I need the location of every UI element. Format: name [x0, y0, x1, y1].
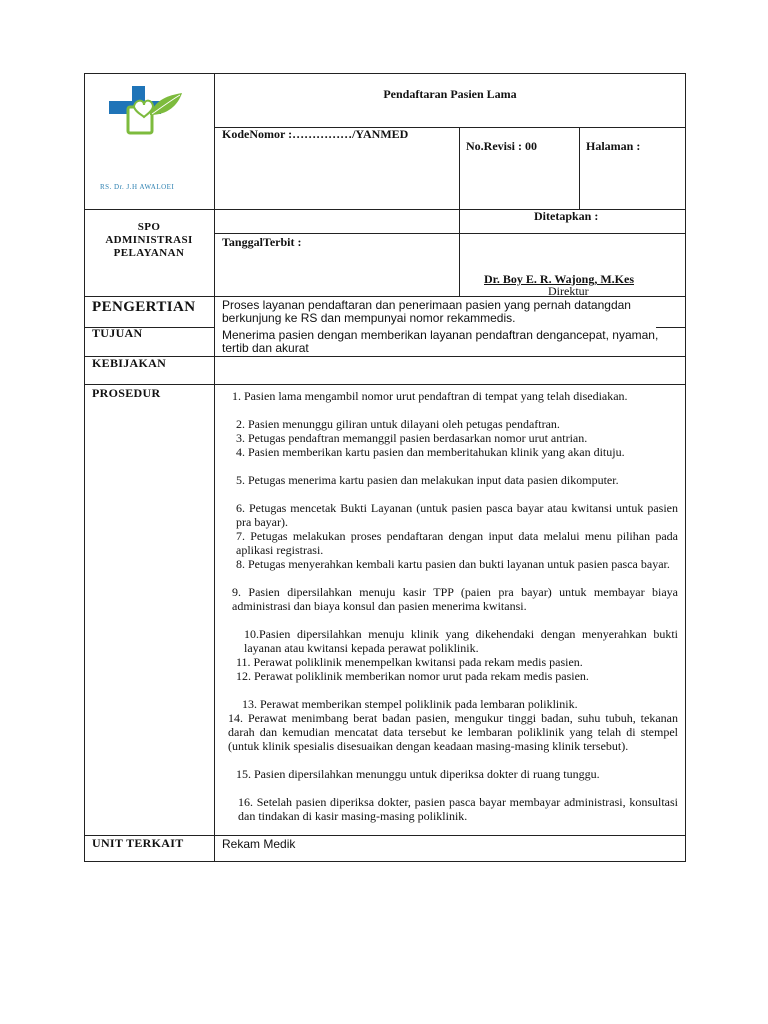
- step-item: 7. Petugas melakukan proses pendaftaran dengan input data melalui menu pilihan pada aplikasi registrasi.: [236, 529, 678, 557]
- step-item: 16. Setelah pasien diperiksa dokter, pasien pasca bayar membayar administrasi, konsultasi dan tindakan di kasir masing-masing poliklinik.: [238, 795, 678, 823]
- hospital-name: RS. Dr. J.H AWALOEI: [100, 183, 175, 191]
- step-item: 15. Pasien dipersilahkan menunggu untuk diperiksa dokter di ruang tunggu.: [236, 767, 600, 781]
- step-item: 8. Petugas menyerahkan kembali kartu pasien dan bukti layanan untuk pasien pasca bayar.: [236, 557, 670, 571]
- hospital-cross-heart-logo-icon: [106, 83, 186, 143]
- step-item: 1. Pasien lama mengambil nomor urut pendaftran di tempat yang telah disediakan.: [232, 389, 628, 403]
- step-item: 2. Pasien menunggu giliran untuk dilayani oleh petugas pendaftran.: [236, 417, 560, 431]
- prosedur-label: PROSEDUR: [92, 386, 161, 400]
- spo-subtitle-2: PELAYANAN: [113, 247, 185, 259]
- unit-terkait-text: Rekam Medik: [222, 837, 296, 851]
- tanggal-terbit: TanggalTerbit :: [222, 235, 302, 249]
- step-item: 13. Perawat memberikan stempel poliklinik pada lembaran poliklinik.: [242, 697, 578, 711]
- step-item: 12. Perawat poliklinik memberikan nomor urut pada rekam medis pasien.: [236, 669, 589, 683]
- kebijakan-label: KEBIJAKAN: [92, 356, 167, 370]
- halaman: Halaman :: [586, 139, 641, 153]
- tujuan-label: TUJUAN: [92, 326, 143, 340]
- spo-title: SPO: [137, 221, 161, 233]
- document-title: Pendaftaran Pasien Lama: [383, 87, 517, 101]
- step-item: 9. Pasien dipersilahkan menuju kasir TPP (paien pra bayar) untuk membayar biaya administrasi dan biaya konsul dan pasien menerima kwitansi.: [232, 585, 678, 613]
- unit-terkait-label: UNIT TERKAIT: [92, 836, 184, 850]
- spo-document: [84, 73, 686, 862]
- no-revisi: No.Revisi : 00: [466, 139, 537, 153]
- signer-title: Direktur: [548, 284, 589, 298]
- step-item: 3. Petugas pendaftran memanggil pasien berdasarkan nomor urut antrian.: [236, 431, 588, 445]
- step-item: 14. Perawat menimbang berat badan pasien, mengukur tinggi badan, suhu tubuh, tekanan darah dan kemudian mencatat data tersebut ke lembaran poliklinik yang telah di stempel (untuk klinik spesialis disesuaikan dengan keadaan masing-masing klinik tersebut).: [228, 711, 678, 753]
- step-item: 5. Petugas menerima kartu pasien dan melakukan input data pasien dikomputer.: [236, 473, 619, 487]
- prosedur-steps: [214, 389, 686, 835]
- spo-subtitle-1: ADMINISTRASI: [105, 234, 193, 246]
- signer-name: Dr. Boy E. R. Wajong, M.Kes: [484, 272, 635, 286]
- step-item: 10.Pasien dipersilahkan menuju klinik yang dikehendaki dengan menyerahkan bukti layanan atau kwitansi kepada perawat poliklinik.: [244, 627, 678, 655]
- step-item: 11. Perawat poliklinik menempelkan kwitansi pada rekam medis pasien.: [236, 655, 583, 669]
- tujuan-text: Menerima pasien dengan memberikan layanan pendaftran dengancepat, nyaman, tertib dan akurat: [222, 328, 659, 355]
- step-item: 6. Petugas mencetak Bukti Layanan (untuk pasien pasca bayar atau kwitansi untuk pasien pra bayar).: [236, 501, 678, 529]
- step-item: 4. Pasien memberikan kartu pasien dan memberitahukan klinik yang akan dituju.: [236, 445, 625, 459]
- hospital-logo: [106, 83, 186, 143]
- ditetapkan: Ditetapkan :: [534, 209, 599, 223]
- spo-label: [84, 221, 214, 260]
- kode-nomor: KodeNomor :……………/YANMED: [222, 127, 409, 141]
- pengertian-label: PENGERTIAN: [92, 299, 196, 315]
- pengertian-text: Proses layanan pendaftaran dan penerimaan pasien yang pernah datangdan berkunjung ke RS dan mempunyai nomor rekammedis.: [222, 298, 631, 325]
